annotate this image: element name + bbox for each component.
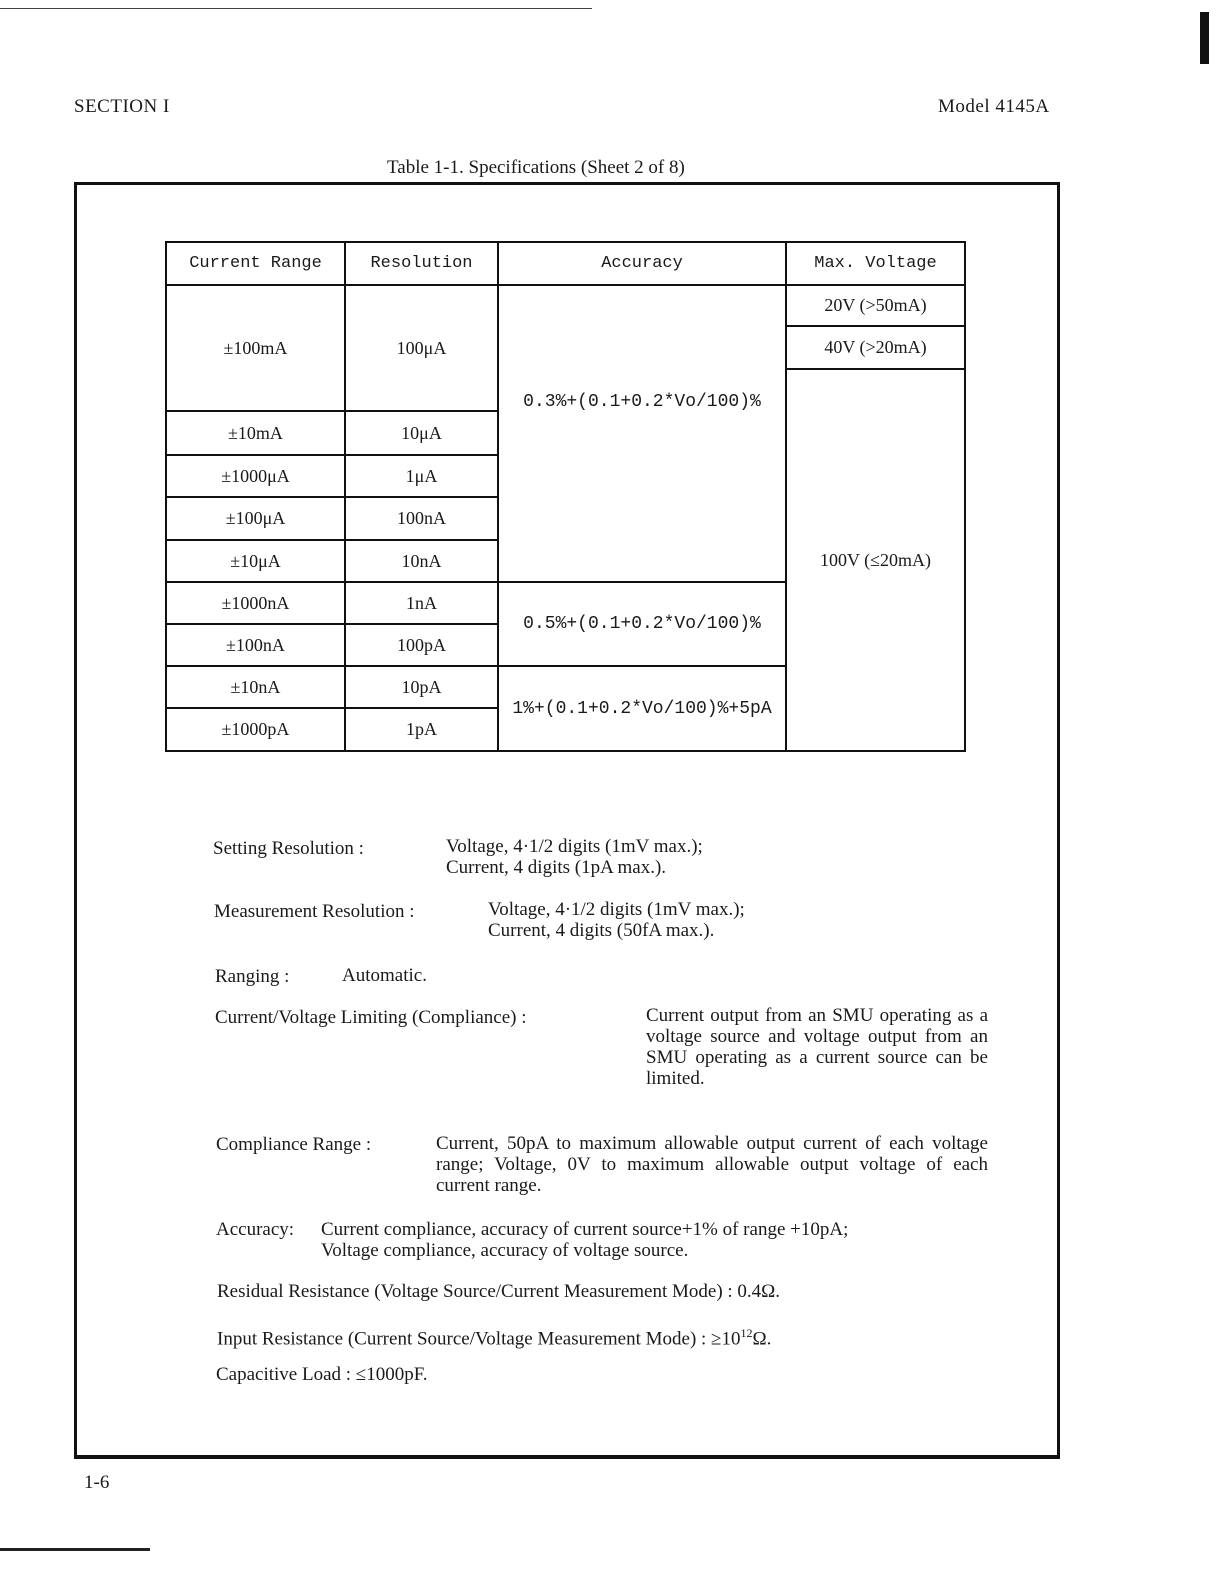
input-resistance-exponent: 12 xyxy=(740,1326,753,1340)
setting-resolution-current: Current, 4 digits (1pA max.). xyxy=(446,857,667,878)
cell-range: ±10μA xyxy=(166,540,345,582)
capacitive-load: Capacitive Load : ≤1000pF. xyxy=(216,1364,428,1385)
measurement-resolution-value xyxy=(488,899,745,941)
cell-range: ±1000μA xyxy=(166,455,345,497)
cell-range: ±10nA xyxy=(166,666,345,708)
cell-range: ±100nA xyxy=(166,624,345,666)
accuracy-current: Current compliance, accuracy of current source+1% of range +10pA; xyxy=(321,1219,849,1240)
cell-resolution: 100nA xyxy=(345,497,498,540)
scan-top-line xyxy=(0,8,592,9)
cell-resolution: 10nA xyxy=(345,540,498,582)
accuracy-voltage: Voltage compliance, accuracy of voltage source. xyxy=(321,1240,689,1261)
cell-range: ±10mA xyxy=(166,411,345,455)
cell-range: ±100mA xyxy=(166,285,345,411)
limiting-value: Current output from an SMU operating as a voltage source and voltage output from an SMU operating as a current source can be limited. xyxy=(646,1005,988,1089)
cell-resolution: 1μA xyxy=(345,455,498,497)
measurement-resolution-current: Current, 4 digits (50fA max.). xyxy=(488,920,715,941)
cell-resolution: 100pA xyxy=(345,624,498,666)
table-row xyxy=(166,285,965,326)
setting-resolution-value xyxy=(446,836,703,878)
input-resistance-text: Input Resistance (Current Source/Voltage Measurement Mode) : ≥10 xyxy=(217,1328,741,1350)
header-accuracy: Accuracy xyxy=(498,242,786,285)
table-caption: Table 1-1. Specifications (Sheet 2 of 8) xyxy=(387,157,685,178)
cell-range: ±100μA xyxy=(166,497,345,540)
model-label: Model 4145A xyxy=(938,96,1050,117)
residual-resistance: Residual Resistance (Voltage Source/Current Measurement Mode) : 0.4Ω. xyxy=(217,1281,781,1302)
accuracy-label: Accuracy: xyxy=(216,1219,295,1240)
scan-edge-mark xyxy=(1200,12,1209,64)
cell-resolution: 10μA xyxy=(345,411,498,455)
cell-resolution: 1nA xyxy=(345,582,498,624)
ranging-value: Automatic. xyxy=(342,965,427,986)
cell-accuracy: 1%+(0.1+0.2*Vo/100)%+5pA xyxy=(498,666,786,751)
limiting-label: Current/Voltage Limiting (Compliance) : xyxy=(215,1007,527,1028)
compliance-range-label: Compliance Range : xyxy=(216,1134,372,1155)
cell-accuracy xyxy=(498,285,786,582)
header-max-voltage: Max. Voltage xyxy=(786,242,965,285)
setting-resolution-label: Setting Resolution : xyxy=(213,838,364,859)
cell-resolution: 1pA xyxy=(345,708,498,751)
header-resolution: Resolution xyxy=(345,242,498,285)
cell-resolution: 100μA xyxy=(345,285,498,411)
ranging-label: Ranging : xyxy=(215,966,290,987)
page-number: 1-6 xyxy=(84,1472,110,1493)
measurement-resolution-voltage: Voltage, 4·1/2 digits (1mV max.); xyxy=(488,899,745,920)
scan-bottom-line xyxy=(0,1548,150,1551)
setting-resolution-voltage: Voltage, 4·1/2 digits (1mV max.); xyxy=(446,836,703,857)
specifications-table xyxy=(165,241,966,752)
cell-range: ±1000nA xyxy=(166,582,345,624)
accuracy-text: 0.3%+(0.1+0.2*Vo/100)% xyxy=(523,391,761,412)
section-label: SECTION I xyxy=(74,96,170,117)
accuracy-value xyxy=(321,1219,848,1261)
input-resistance xyxy=(217,1323,771,1349)
cell-max-voltage: 100V (≤20mA) xyxy=(786,369,965,751)
cell-max-voltage: 20V (>50mA) xyxy=(786,285,965,326)
compliance-range-value: Current, 50pA to maximum allowable output current of each voltage range; Voltage, 0V to maximum allowable output voltage of each current range. xyxy=(436,1133,988,1196)
cell-accuracy: 0.5%+(0.1+0.2*Vo/100)% xyxy=(498,582,786,666)
cell-resolution: 10pA xyxy=(345,666,498,708)
measurement-resolution-label: Measurement Resolution : xyxy=(214,901,415,922)
cell-range: ±1000pA xyxy=(166,708,345,751)
cell-max-voltage: 40V (>20mA) xyxy=(786,326,965,369)
header-current-range: Current Range xyxy=(166,242,345,285)
table-header-row xyxy=(166,242,965,285)
input-resistance-unit: Ω. xyxy=(752,1328,772,1350)
